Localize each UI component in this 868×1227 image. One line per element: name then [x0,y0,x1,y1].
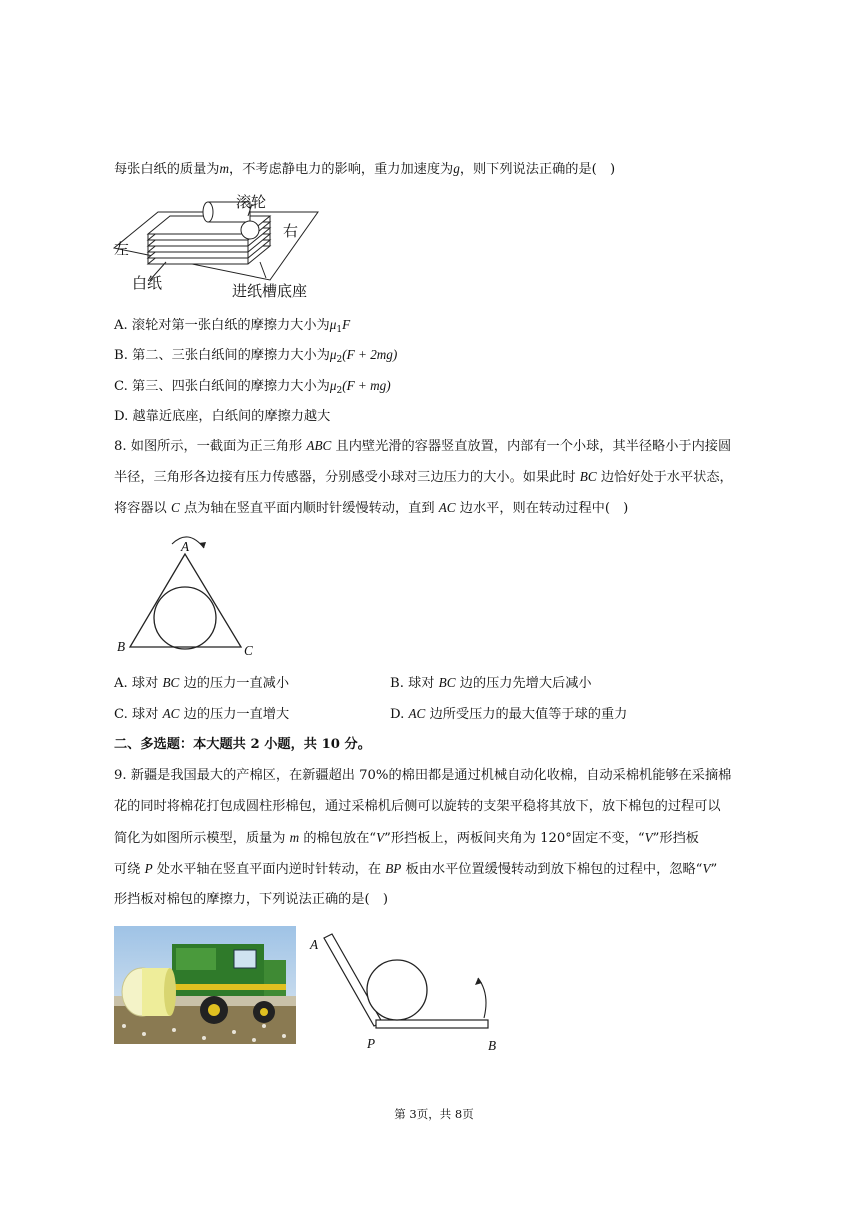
var-g: g [453,161,460,176]
q7-intro: 每张白纸的质量为m，不考虑静电力的影响，重力加速度为g，则下列说法正确的是( ) [114,161,616,177]
q8-line-2: 半径，三角形各边接有压力传感器，分别感受小球对三边压力的大小。如果此时 BC 边恰好处于水平状态， [114,469,733,485]
q7-option-b: B. 第二、三张白纸间的摩擦力大小为$\mu_2(F + 2mg)$ [114,347,398,365]
label-b-board: B [488,1038,497,1053]
q8-option-b: B. 球对 BC 边的压力先增大后减小 [390,675,592,691]
q9-line-4: 可绕 P 处水平轴在竖直平面内逆时针转动，在 BP 板由水平位置缓慢转动到放下棉包的过程中，忽略“V” [114,861,718,877]
q8-option-d: D. AC 边所受压力的最大值等于球的重力 [390,706,628,722]
label-b: B [117,639,126,654]
q9-line-1: 9. 新疆是我国最大的产棉区，在新疆超出 70%的棉田都是通过机械自动化收棉，自动采棉机能够在采摘棉 [114,768,732,783]
label-left: 左 [114,240,130,258]
section-heading: 二、多选题：本大题共 2 小题，共 10 分。 [114,737,371,752]
q8-option-c: C. 球对 AC 边的压力一直增大 [114,706,290,722]
q7-option-d: D. 越靠近底座，白纸间的摩擦力越大 [114,409,331,424]
label-a: A [181,539,190,554]
q7-option-a: A. 滚轮对第一张白纸的摩擦力大小为$\mu_1F$ [114,317,351,335]
q9-line-5: 形挡板对棉包的摩擦力，下列说法正确的是( ) [114,892,389,907]
q8-option-a: A. 球对 BC 边的压力一直减小 [114,675,290,691]
v-board-figure [318,932,508,1050]
q8-line-3: 将容器以 C 点为轴在竖直平面内顺时针缓慢转动，直到 AC 边水平，则在转动过程中( ) [114,500,629,516]
cotton-harvester-photo [114,926,296,1044]
q9-line-2: 花的同时将棉花打包成圆柱形棉包，通过采棉机后侧可以旋转的支架平稳将其放下，放下棉包的过程可以 [114,799,721,814]
var-m: m [219,161,230,176]
label-roller: 滚轮 [236,193,267,211]
label-a-board: A [310,937,319,952]
label-right: 右 [283,222,299,240]
q8-line-1: 8. 如图所示，一截面为正三角形 ABC 且内壁光滑的容器竖直放置，内部有一个小球，其半径略小于内接圆 [114,438,732,454]
label-c: C [244,643,253,658]
q7-option-c: C. 第三、四张白纸间的摩擦力大小为$\mu_2(F + mg)$ [114,378,391,396]
label-paper: 白纸 [132,274,163,292]
q9-line-3: 简化为如图所示模型，质量为 m 的棉包放在“V”形挡板上，两板间夹角为 120°固定不变，“V”形挡板 [114,830,699,846]
label-p: P [367,1036,376,1051]
label-base: 进纸槽底座 [232,282,308,300]
triangle-ball-figure [110,530,270,660]
page-footer: 第 3页，共 8页 [394,1107,474,1121]
